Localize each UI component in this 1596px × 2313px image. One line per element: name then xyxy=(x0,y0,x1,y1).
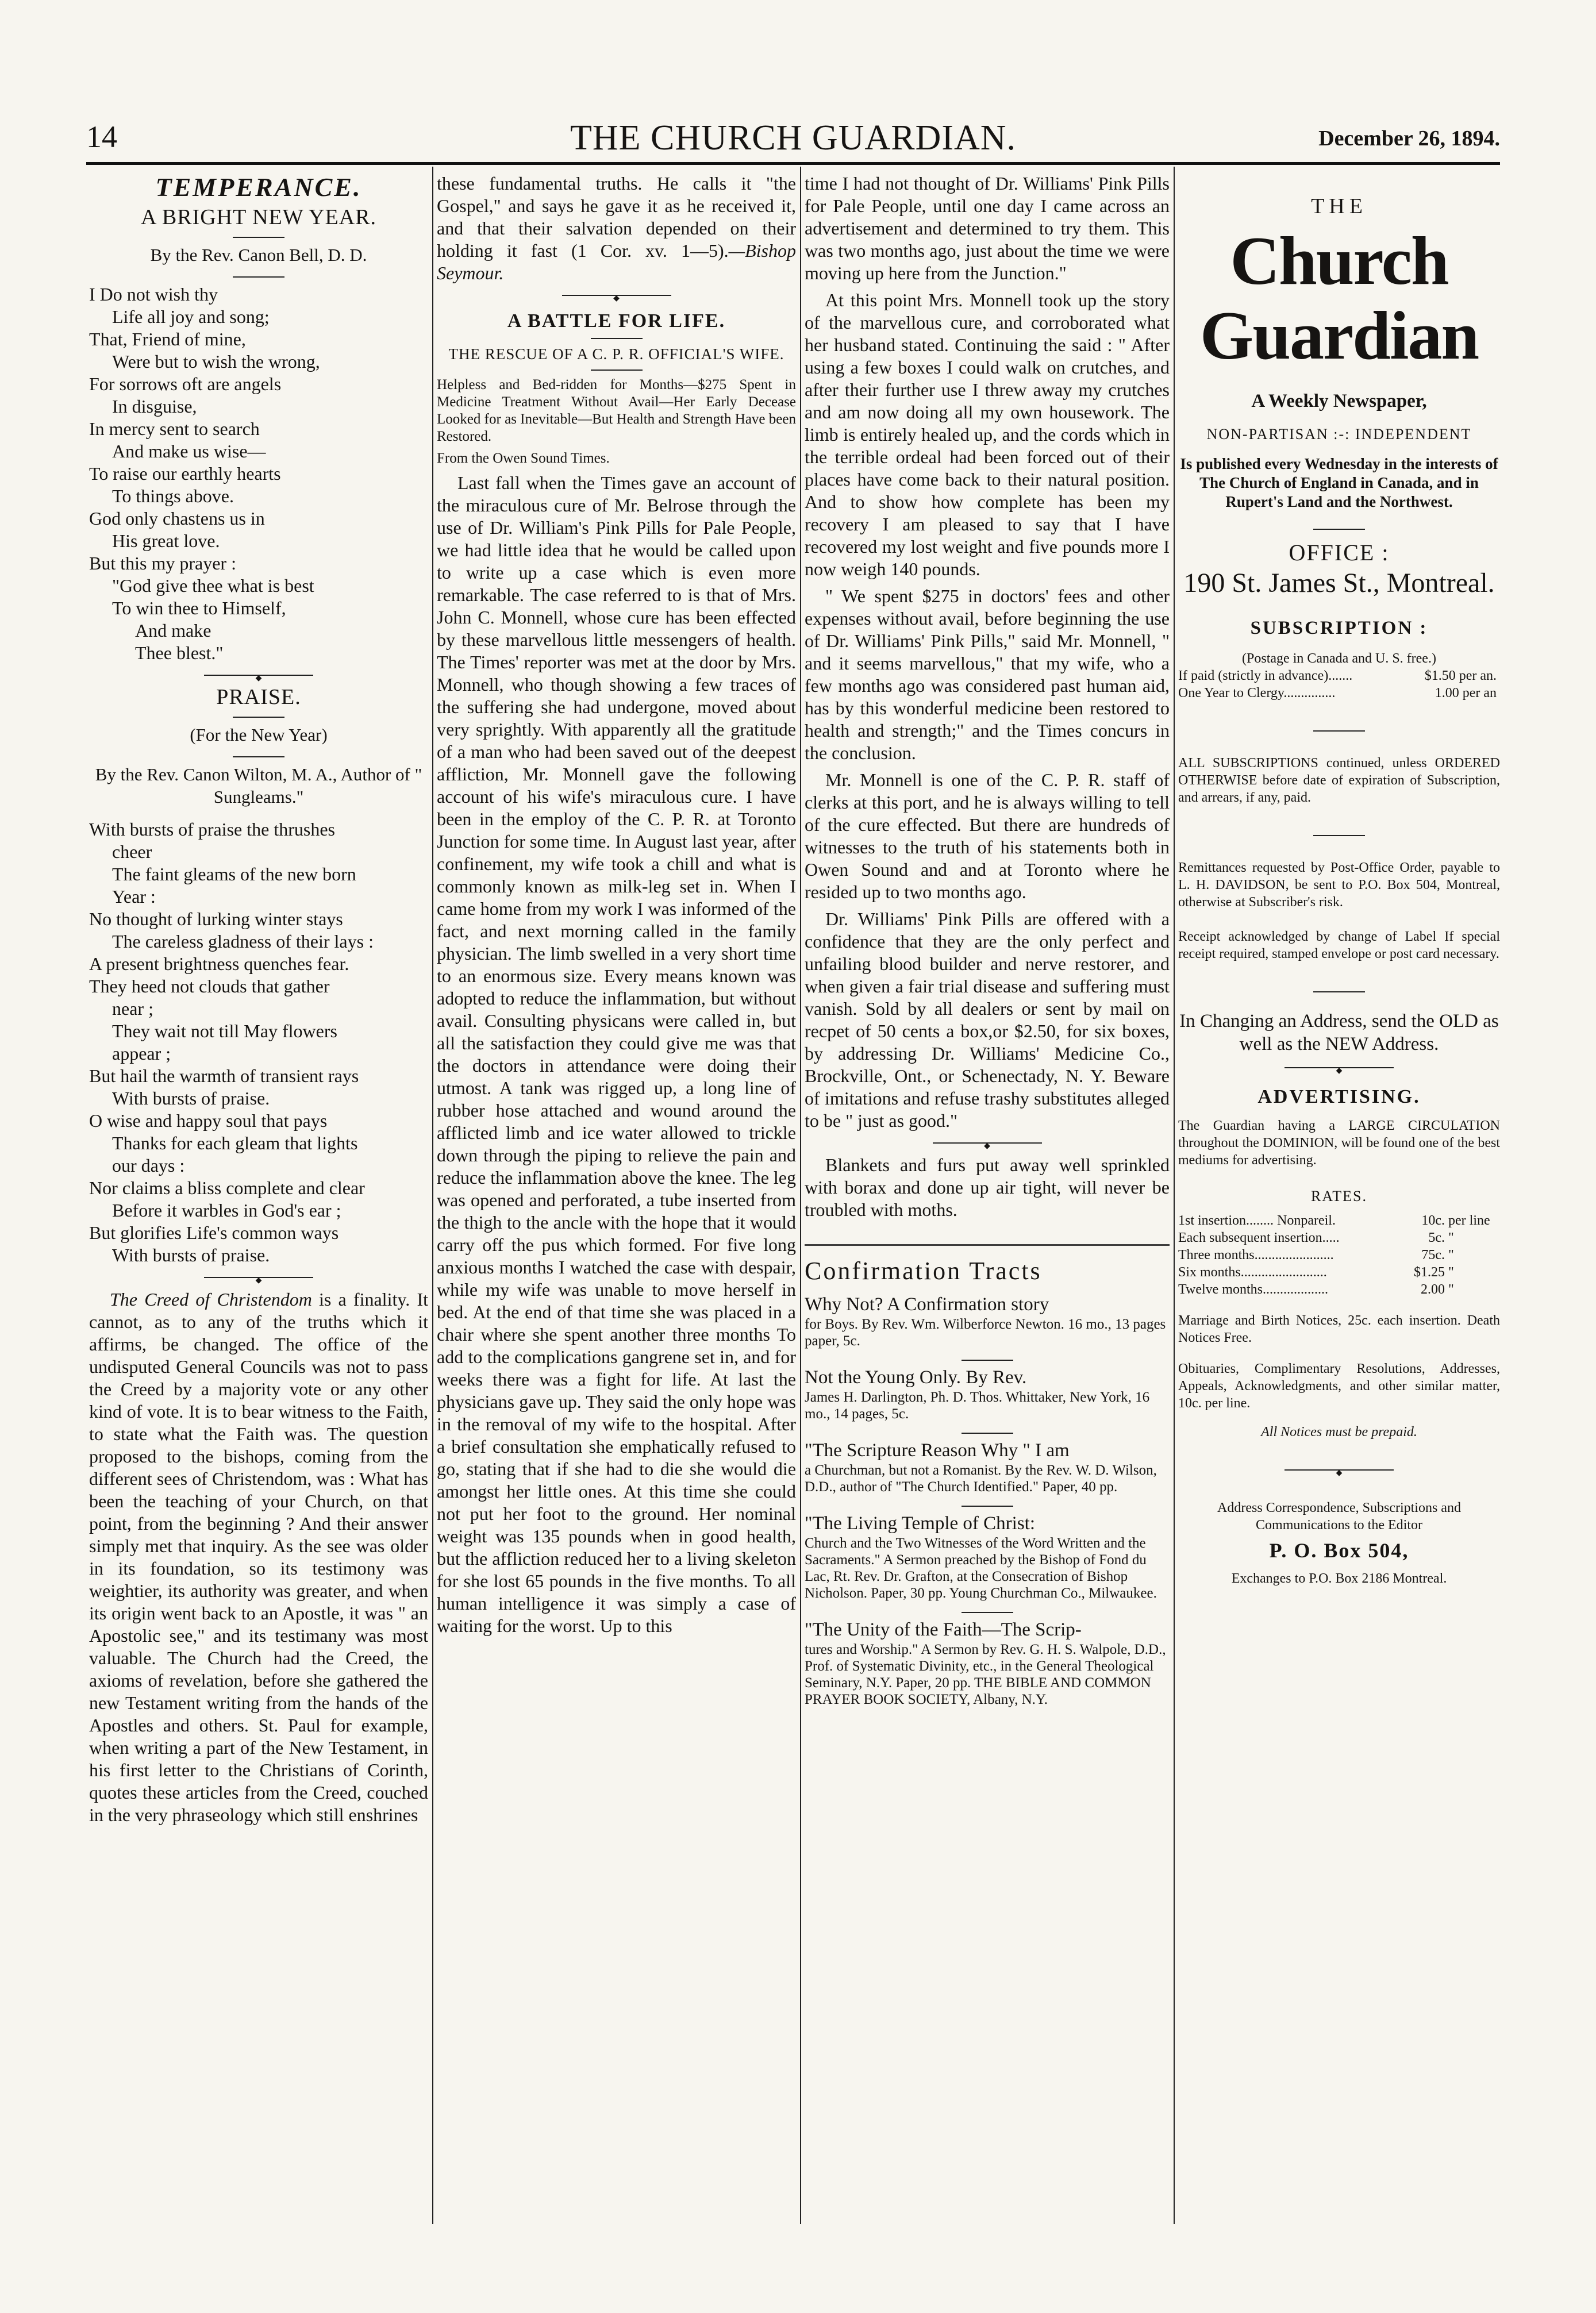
non-partisan: NON-PARTISAN :-: INDEPENDENT xyxy=(1206,426,1472,442)
poem-praise xyxy=(89,818,428,1267)
divider xyxy=(233,276,284,278)
tract-description: tures and Worship." A Sermon by Rev. G. H. S. Walpole, D.D., Prof. of Systematic Divinity, etc., in the General Theological Seminary, N.Y. Paper, 20 pp. THE BIBLE AND COMMON PRAYER BOOK SOCIETY, Albany, N.Y. xyxy=(805,1642,1166,1707)
tract-item xyxy=(805,1367,1170,1422)
divider xyxy=(1313,835,1365,836)
rate-label: Each subsequent insertion..... xyxy=(1178,1230,1340,1245)
article-source: From the Owen Sound Times. xyxy=(437,451,610,466)
poem-byline: By the Rev. Canon Wilton, M. A., Author of " Sungleams." xyxy=(95,764,422,807)
poem-bright-new-year xyxy=(89,283,428,664)
poem-byline: By the Rev. Canon Bell, D. D. xyxy=(150,245,367,265)
poem-line: But glorifies Life's common ways xyxy=(89,1222,339,1243)
subscription-rate-row xyxy=(1178,667,1500,684)
poem-line: Were but to wish the wrong, xyxy=(112,351,320,372)
tract-item xyxy=(805,1513,1170,1602)
paragraph: At this point Mrs. Monnell took up the story of the marvellous cure, and corroborated what her husband stated. Continuing the said : " After using a few boxes I could walk on crutches, and after their further use I threw away my crutches and am now doing all my own housework. The limb is entirely healed up, and the cords which in the terrible ordeal had been forced out of their places have come back to their natural position. And to show how complete has been my recovery I am pleased to say that I have recovered my lost weight and five pounds more I now weigh 140 pounds. xyxy=(805,290,1170,579)
poem-line: near ; xyxy=(112,998,153,1019)
advertising-title: ADVERTISING. xyxy=(1257,1086,1421,1107)
column-divider xyxy=(800,167,801,2224)
subscription-rates xyxy=(1178,667,1500,702)
rate-label: Three months....................... xyxy=(1178,1248,1334,1263)
divider xyxy=(962,1433,1013,1434)
column-temperance xyxy=(89,172,428,2218)
column-continued-and-tracts xyxy=(805,172,1170,2218)
divider xyxy=(233,717,284,718)
rate-label: One Year to Clergy............... xyxy=(1178,686,1336,701)
poem-line: That, Friend of mine, xyxy=(89,329,246,349)
tract-title: "The Unity of the Faith—The Scrip- xyxy=(805,1619,1082,1640)
ornament-divider xyxy=(204,675,313,676)
poem-line: To raise our earthly hearts xyxy=(89,463,281,484)
rate-label: Six months......................... xyxy=(1178,1265,1327,1280)
poem-line: Thee blest." xyxy=(135,642,224,663)
poem-line: our days : xyxy=(112,1155,185,1176)
ornament-divider xyxy=(1285,1469,1394,1471)
page-number: 14 xyxy=(86,120,117,154)
tract-title: Not the Young Only. By Rev. xyxy=(805,1367,1027,1388)
continued-signature: —Bishop Seymour. xyxy=(437,240,796,283)
divider xyxy=(233,756,284,757)
divider xyxy=(962,1506,1013,1507)
rate-row xyxy=(1178,1229,1500,1246)
obituaries-note: Obituaries, Complimentary Resolutions, Addresses, Appeals, Acknowledgments, and other similar matter, 10c. per line. xyxy=(1178,1361,1500,1411)
creed-lead: The Creed of Christendom xyxy=(110,1289,312,1310)
masthead-rule xyxy=(86,162,1500,165)
poem-line: To things above. xyxy=(112,486,234,506)
continued-text: these fundamental truths. He calls it "the Gospel," and says he gave it as he received it, and that their salvation depended on their holding it fast (1 Cor. xv. 1—5). xyxy=(437,173,796,261)
rate-label: Twelve months................... xyxy=(1178,1282,1328,1297)
poem-line: In mercy sent to search xyxy=(89,418,260,439)
poem-line: Before it warbles in God's ear ; xyxy=(112,1200,341,1221)
poem-line: And make xyxy=(135,620,211,641)
poem-line: A present brightness quenches fear. xyxy=(89,953,349,974)
subscriptions-continued: ALL SUBSCRIPTIONS continued, unless ORDERED OTHERWISE before date of expiration of Subscription, and arrears, if any, paid. xyxy=(1178,756,1500,805)
rate-unit: " xyxy=(1448,1265,1454,1280)
poem-line: cheer xyxy=(112,841,152,862)
issue-date: December 26, 1894. xyxy=(1318,126,1500,151)
creed-text: is a finality. It cannot, as to any of the truths which it affirms, be changed. The office of the undisputed General Councils was not to pass the Creed by a majority vote or any other kind of vote. It is to bear witness to the Faith, to state what the Faith was. The question proposed to the bishops, coming from the different sees of Christendom, was : What has been the teaching of your Church, on that point, from the beginning ? And their answer simply met that inquiry. As the see was older in its foundation, so its testimony was weightier, its authority was greater, and when its origin went back to an Apostle, it was " an Apostolic see," and its testimany was most valuable. The Church had the Creed, the axioms of revelation, before she gathered the new Testament writing from the hands of the Apostles and others. St. Paul for example, when writing a part of the New Testament, in his first letter to the Christians of Corinth, quotes these articles from the Creed, couched in the very phraseology which still enshrines xyxy=(89,1289,428,1825)
exchanges-note: Exchanges to P.O. Box 2186 Montreal. xyxy=(1231,1571,1447,1586)
poem-line: I Do not wish thy xyxy=(89,284,218,305)
poem-line: But this my prayer : xyxy=(89,553,236,574)
section-rule xyxy=(805,1244,1170,1246)
paragraph: Blankets and furs put away well sprinkled with borax and done up air tight, will never be troubled with moths. xyxy=(805,1154,1170,1220)
nameplate-the: THE xyxy=(1311,194,1367,218)
poem-line: Year : xyxy=(112,886,156,907)
rate-amount: 5c. xyxy=(1428,1230,1445,1245)
poem-line: The faint gleams of the new born xyxy=(112,864,356,884)
rate-amount: $1.25 xyxy=(1414,1265,1445,1280)
poem-line: They wait not till May flowers xyxy=(112,1021,337,1041)
divider xyxy=(591,370,643,371)
weekly-newspaper: A Weekly Newspaper, xyxy=(1251,391,1427,411)
poem-line: God only chastens us in xyxy=(89,508,265,529)
article-title: A BATTLE FOR LIFE. xyxy=(507,310,726,332)
advertising-rates xyxy=(1178,1212,1500,1298)
paragraph: time I had not thought of Dr. Williams' Pink Pills for Pale People, until one day I came across an advertisement and determined to try them. This was two months ago, just about the time we were moving up here from the Junction." xyxy=(805,173,1170,283)
ornament-divider xyxy=(204,1277,313,1278)
poem-line: But hail the warmth of transient rays xyxy=(89,1065,359,1086)
rate-label: 1st insertion........ Nonpareil. xyxy=(1178,1213,1336,1228)
poem-line: Nor claims a bliss complete and clear xyxy=(89,1177,365,1198)
divider xyxy=(1313,991,1365,992)
paragraph: " We spent $275 in doctors' fees and other expenses without avail, before beginning the use of Dr. Williams' Pink Pills," said Mr. Monnell, " and it seems marvellous," that my wife, who a few months ago was considered past human aid, has by this wonderful medicine been restored to health and strength;" and the Times concurs in the conclusion. xyxy=(805,586,1170,763)
poem-line: appear ; xyxy=(112,1043,171,1064)
divider xyxy=(233,237,284,238)
article-subtitle: THE RESCUE OF A C. P. R. OFFICIAL'S WIFE. xyxy=(448,345,784,363)
rate-amount: 75c. xyxy=(1421,1248,1445,1263)
rate-row xyxy=(1178,1264,1500,1281)
section-heading: TEMPERANCE. xyxy=(155,172,362,202)
column-battle-for-life xyxy=(437,172,796,2218)
creed-paragraph xyxy=(89,1288,428,1826)
confirmation-tracts-title: Confirmation Tracts xyxy=(805,1257,1042,1285)
tract-description: James H. Darlington, Ph. D. Thos. Whittaker, New York, 16 mo., 14 pages, 5c. xyxy=(805,1390,1150,1422)
rate-unit: per line xyxy=(1448,1213,1490,1228)
subscription-title: SUBSCRIPTION : xyxy=(1250,618,1428,638)
po-box: P. O. Box 504, xyxy=(1269,1539,1409,1562)
poem-line: Thanks for each gleam that lights xyxy=(112,1133,358,1153)
poem-line: To win thee to Himself, xyxy=(112,598,286,618)
rate-unit: " xyxy=(1448,1282,1454,1297)
poem-line: O wise and happy soul that pays xyxy=(89,1110,328,1131)
divider xyxy=(1313,529,1365,530)
tract-item xyxy=(805,1294,1170,1349)
poem-line: His great love. xyxy=(112,530,220,551)
nameplate: Church Guardian xyxy=(1199,222,1479,374)
advertising-text: The Guardian having a LARGE CIRCULATION throughout the DOMINION, will be found one of the best mediums for advertising. xyxy=(1178,1118,1500,1168)
paragraph: Mr. Monnell is one of the C. P. R. staff of clerks at this port, and he is always willing to tell of the cure effected. But there are hundreds of witnesses to the truth of his statements both in Owen Sound and and at Toronto where he resided up to two months ago. xyxy=(805,769,1170,902)
marriage-notices: Marriage and Birth Notices, 25c. each insertion. Death Notices Free. xyxy=(1178,1313,1500,1345)
poem-line: And make us wise— xyxy=(112,441,266,461)
poem-line: They heed not clouds that gather xyxy=(89,976,330,996)
rate-value: 1.00 per an xyxy=(1435,686,1497,701)
column-divider xyxy=(1174,167,1175,2224)
rate-unit: " xyxy=(1448,1248,1454,1263)
tract-title: "The Scripture Reason Why " I am xyxy=(805,1440,1070,1461)
column-publisher-info xyxy=(1178,172,1500,2218)
divider xyxy=(1313,730,1365,732)
tract-description: a Churchman, but not a Romanist. By the Rev. W. D. Wilson, D.D., author of "The Church Identified." Paper, 40 pp. xyxy=(805,1463,1157,1495)
poem-line: For sorrows oft are angels xyxy=(89,374,282,394)
poem-line: Life all joy and song; xyxy=(112,306,270,327)
tract-title: "The Living Temple of Christ: xyxy=(805,1513,1035,1534)
subscription-rate-row xyxy=(1178,684,1500,702)
poem-line: No thought of lurking winter stays xyxy=(89,909,343,929)
column-divider xyxy=(432,167,433,2224)
address-correspondence: Address Correspondence, Subscriptions and Communications to the Editor xyxy=(1217,1500,1461,1533)
poem-title: PRAISE. xyxy=(216,685,301,709)
divider xyxy=(962,1360,1013,1361)
remittances-note: Remittances requested by Post-Office Order, payable to L. H. DAVIDSON, be sent to P.O. Box 504, Montreal, otherwise at Subscriber's risk. xyxy=(1178,860,1500,910)
rate-row xyxy=(1178,1246,1500,1264)
divider xyxy=(962,1612,1013,1613)
masthead xyxy=(86,118,1500,158)
rate-value: $1.50 per an. xyxy=(1424,668,1497,683)
poem-line: With bursts of praise the thrushes xyxy=(89,819,335,840)
divider xyxy=(591,338,643,339)
poem-line: The careless gladness of their lays : xyxy=(112,931,374,952)
rates-title: RATES. xyxy=(1311,1188,1367,1204)
rate-row xyxy=(1178,1281,1500,1298)
poem-line: "God give thee what is best xyxy=(112,575,314,596)
tract-description: for Boys. By Rev. Wm. Wilberforce Newton. 16 mo., 13 pages paper, 5c. xyxy=(805,1317,1166,1349)
poem-line: With bursts of praise. xyxy=(112,1088,270,1109)
paragraph: Dr. Williams' Pink Pills are offered with a confidence that they are the only perfect and unfailing blood builder and nerve restorer, and when given a fair trial disease and suffering must vanish. Sold by all dealers or sent by mail on recpet of 50 cents a box,or $2.50, for six boxes, by addressing Dr. Williams' Medicine Co., Brockville, Ont., or Schenectady, N. Y. Beware of imitations and refuse trashy substitutes alleged to be " just as good." xyxy=(805,909,1170,1131)
prepaid-note: All Notices must be prepaid. xyxy=(1261,1425,1417,1440)
rate-amount: 2.00 xyxy=(1421,1282,1445,1297)
ornament-divider xyxy=(1285,1067,1394,1068)
tract-title: Why Not? A Confirmation story xyxy=(805,1294,1049,1315)
article-body: Last fall when the Times gave an account of the miraculous cure of Mr. Belrose through the use of Dr. William's Pink Pills for Pale People, we had little idea that he would be called upon to write up a case which is even more remarkable. The case referred to is that of Mrs. John C. Monnell, whose cure has been effected by these marvellous little messengers of health. The Times' reporter was met at the door by Mrs. Monnell, who though showing a few traces of the suffering she had undergone, moved about very sprightly. With apparently all the gratitude of a man who had been saved out of the deepest affliction, Mr. Monnell gave the following account of his wife's miraculous cure. I have been in the employ of the C. P. R. at Toronto Junction for some time. In August last year, after confinement, my wife took a chill and what is commonly known as milk-leg set in. When I came home from my work I was informed of the fact, and next morning called in the family physician. The limb swelled in a very short time to an enormous size. Every means known was adopted to reduce the inflammation, but without avail. Consulting physicans were called in, but all the satisfaction they could give me was that the doctors in attendance were doing their utmost. A tank was rigged up, a long line of rubber hose attached and wound around the afflicted limb and ice water allowed to trickle down through the piping to relieve the pain and reduce the inflammation above the knee. The leg was opened and perforated, a tube inserted from the thigh to the ancle with the hope that it would carry off the pus which formed. For five long anxious months I watched the case with despair, while my wife was unable to move herself in bed. At the end of that time she was placed in a chair where she spent another three months To add to the complications gangrene set in, and for weeks there was a fight for life. At last the physicians gave up. They said the only hope was in the removal of my wife to the hospital. After a brief consultation she emphatically refused to go, stating that if she had to die she would die amongst her little ones. At this time she could not put her foot to the ground. Her nominal weight was 135 pounds when in good health, but the affliction reduced her to a living skeleton for she lost 65 pounds in the five months. To all human intelligence it was simply a case of waiting for the worst. Up to this xyxy=(437,472,796,1636)
rate-label: If paid (strictly in advance)....... xyxy=(1178,668,1353,683)
office-label: OFFICE : xyxy=(1289,540,1390,565)
receipt-note: Receipt acknowledged by change of Label If special receipt required, stamped envelope or post card necessary. xyxy=(1178,929,1500,961)
tract-item xyxy=(805,1619,1170,1708)
tract-description: Church and the Two Witnesses of the Word Written and the Sacraments." A Sermon preached by the Bishop of Fond du Lac, Rt. Rev. Dr. Grafton, at the Consecration of Bishop Nicholson. Paper, 30 pp. Young Churchman Co., Milwaukee. xyxy=(805,1535,1157,1601)
change-address-notice: In Changing an Address, send the OLD as well as the NEW Address. xyxy=(1179,1011,1499,1054)
rate-amount: 10c. xyxy=(1421,1213,1445,1228)
article-deck: Helpless and Bed-ridden for Months—$275 Spent in Medicine Treatment Without Avail—Her Early Decease Looked for as Inevitable—But Health and Strength Have been Restored. xyxy=(437,377,796,444)
poem-line: With bursts of praise. xyxy=(112,1245,270,1265)
ornament-divider xyxy=(562,295,671,296)
newspaper-title: THE CHURCH GUARDIAN. xyxy=(570,118,1017,157)
tract-item xyxy=(805,1440,1170,1495)
office-address: 190 St. James St., Montreal. xyxy=(1183,568,1495,598)
poem-subtitle: (For the New Year) xyxy=(190,725,328,745)
ornament-divider xyxy=(933,1142,1042,1144)
poem-line: In disguise, xyxy=(112,396,197,417)
rate-unit: " xyxy=(1448,1230,1454,1245)
postage-note: (Postage in Canada and U. S. free.) xyxy=(1242,651,1436,666)
poem-title: A BRIGHT NEW YEAR. xyxy=(141,205,376,229)
rate-row xyxy=(1178,1212,1500,1229)
publication-note: Is published every Wednesday in the interests of The Church of England in Canada, and in Rupert's Land and the Northwest. xyxy=(1180,455,1498,510)
continued-paragraph xyxy=(437,172,796,284)
